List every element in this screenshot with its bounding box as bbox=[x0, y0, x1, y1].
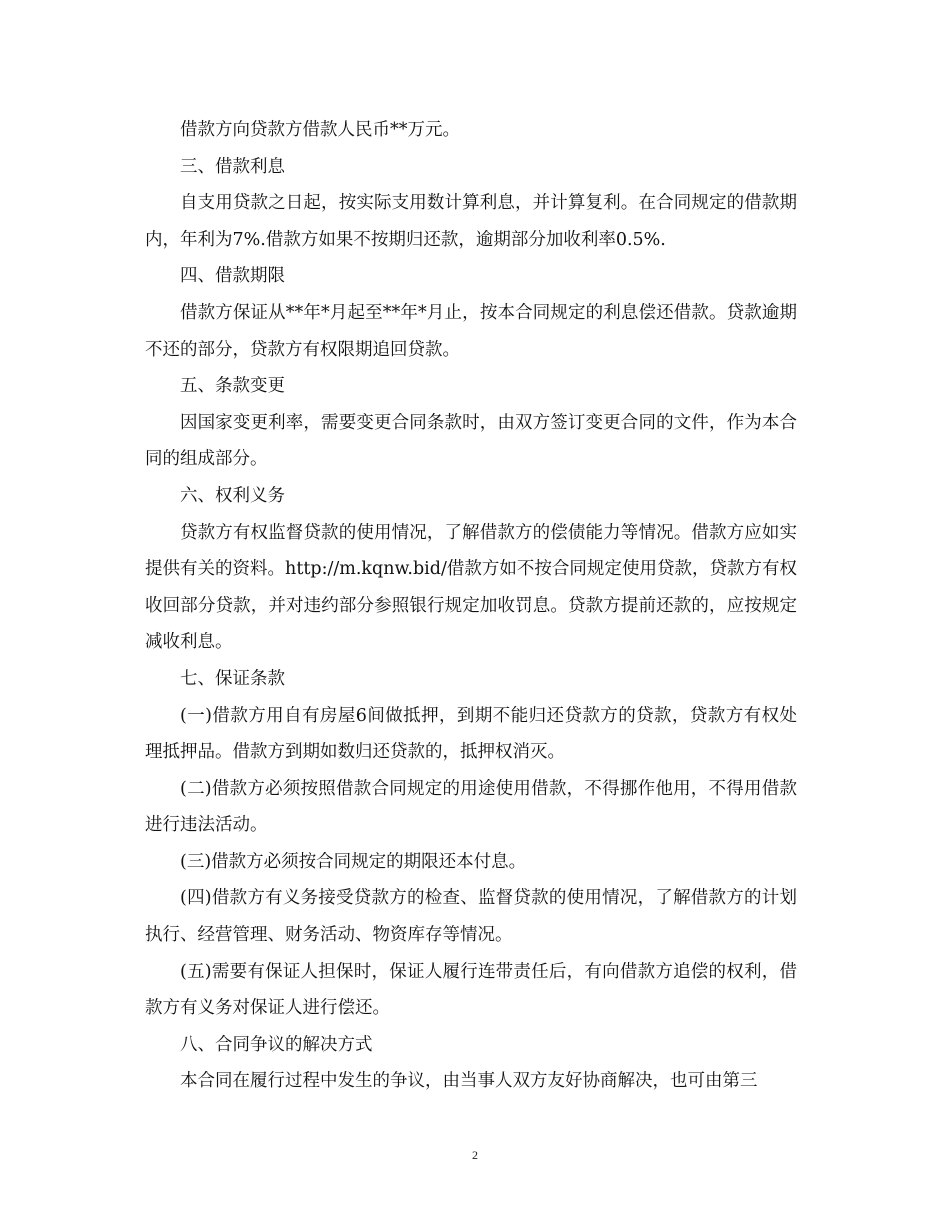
section-heading-rights: 六、权利义务 bbox=[180, 485, 285, 506]
section-heading-disputes: 八、合同争议的解决方式 bbox=[180, 1034, 373, 1055]
paragraph-loan-amount: 借款方向贷款方借款人民币**万元。 bbox=[180, 120, 460, 140]
paragraph-guarantee-5: (五)需要有保证人担保时，保证人履行连带责任后，有向借款方追偿的权利，借款方有义务对保证人进行偿还。 bbox=[145, 961, 797, 1019]
paragraph-rights: 贷款方有权监督贷款的使用情况，了解借款方的偿债能力等情况。借款方应如实提供有关的资料。http://m.kqnw.bid/借款方如不按合同规定使用贷款，贷款方有权收回部分贷款，并对违约部分参照银行规定加收罚息。贷款方提前还款的，应按规定减收利息。 bbox=[145, 522, 797, 653]
paragraph-guarantee-2: (二)借款方必须按照借款合同规定的用途使用借款，不得挪作他用，不得用借款进行违法活动。 bbox=[145, 778, 797, 836]
paragraph-amendment: 因国家变更利率，需要变更合同条款时，由双方签订变更合同的文件，作为本合同的组成部分。 bbox=[145, 412, 797, 470]
paragraph-interest: 自支用贷款之日起，按实际支用数计算利息，并计算复利。在合同规定的借款期内，年利为7%.借款方如果不按期归还款，逾期部分加收利率0.5%. bbox=[145, 193, 797, 250]
page-number: 2 bbox=[472, 1148, 478, 1162]
section-heading-term: 四、借款期限 bbox=[180, 266, 285, 287]
paragraph-guarantee-4: (四)借款方有义务接受贷款方的检查、监督贷款的使用情况，了解借款方的计划执行、经营管理、财务活动、物资库存等情况。 bbox=[145, 888, 797, 946]
paragraph-disputes: 本合同在履行过程中发生的争议，由当事人双方友好协商解决，也可由第三 bbox=[180, 1071, 758, 1092]
paragraph-term: 借款方保证从**年*月起至**年*月止，按本合同规定的利息偿还借款。贷款逾期不还的部分，贷款方有权限期追回贷款。 bbox=[145, 302, 797, 360]
section-heading-amendment: 五、条款变更 bbox=[180, 376, 285, 397]
section-heading-guarantee: 七、保证条款 bbox=[180, 668, 285, 689]
paragraph-guarantee-3: (三)借款方必须按合同规定的期限还本付息。 bbox=[180, 851, 527, 872]
section-heading-interest: 三、借款利息 bbox=[180, 156, 285, 177]
paragraph-guarantee-1: (一)借款方用自有房屋6间做抵押，到期不能归还贷款方的贷款，贷款方有权处理抵押品。借款方到期如数归还贷款的，抵押权消灭。 bbox=[145, 705, 797, 763]
document-body bbox=[145, 112, 797, 1100]
